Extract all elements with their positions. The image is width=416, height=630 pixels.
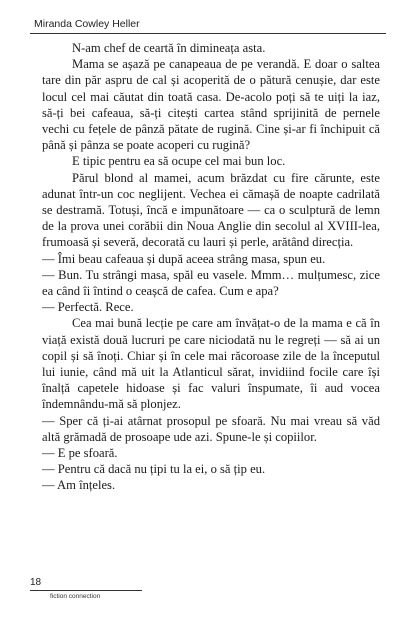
dialogue-line: — Perfectă. Rece. [42,300,134,315]
paragraph: Mama se așază pe canapeaua de pe verandă. E doar o saltea tare din păr aspru de cal și acoperită de o pătură cenușie, dar este locul cel mai căutat din toată casa. De-acolo poți să te uiți la iaz, să-ți bei cafeaua, să-ți citești cartea stând sprijinită de pernele vechi cu fețele de pânză pătate de rugină. Cine și-ar fi închipuit că până și pânza se poate acoperi cu rugină? [42,57,380,153]
dialogue-line: — E pe sfoară. [42,446,118,461]
paragraph: E tipic pentru ea să ocupe cel mai bun loc. [72,154,286,169]
body-text [42,40,380,494]
paragraph: Părul blond al mamei, acum brăzdat cu fire cărunte, este adunat într-un coc neglijent. Vechea ei cămașă de noapte cadrilată se destramă. Totuși, încă e impunătoare — ca o sculptură de lemn de la prova unei corăbii din Noua Anglie din secolul al XVIII-lea, frumoasă și severă, decorată cu lauri și perle, arătând direcția. [42,170,380,250]
dialogue-line: — Am înțeles. [42,478,116,493]
dialogue-line: — Pentru că dacă nu țipi tu la ei, o să țip eu. [42,462,266,477]
footer-rule [30,590,142,591]
footer-label: fiction connection [50,593,101,600]
dialogue-line: — Îmi beau cafeaua și după aceea strâng masa, spun eu. [42,251,326,266]
dialogue-line: — Bun. Tu strângi masa, spăl eu vasele. Mmm… mulțumesc, zice ea când îi întind o ceașcă de cafea. Cum e apa? [42,267,380,299]
paragraph: Cea mai bună lecție pe care am învățat-o de la mama e că în viață există două lucruri pe care niciodată nu le regreți — să ai un copil și să înoți. Chiar și în cele mai răcoroase zile de la începutul lui iunie, când mă uit la Atlanticul sărat, invidiind focile care își înalță capetele hidoase și fac valuri înspumate, îi aud vocea îndemnându-mă să plonjez. [42,316,380,412]
header-rule [30,33,386,34]
paragraph: N-am chef de ceartă în dimineața asta. [72,41,266,55]
running-head-author: Miranda Cowley Heller [34,18,140,30]
dialogue-line: — Sper că ți-ai atârnat prosopul pe sfoară. Nu mai vreau să văd altă grămadă de prosoape ude azi. Spune-le și copiilor. [42,413,380,444]
page-number: 18 [30,577,42,588]
